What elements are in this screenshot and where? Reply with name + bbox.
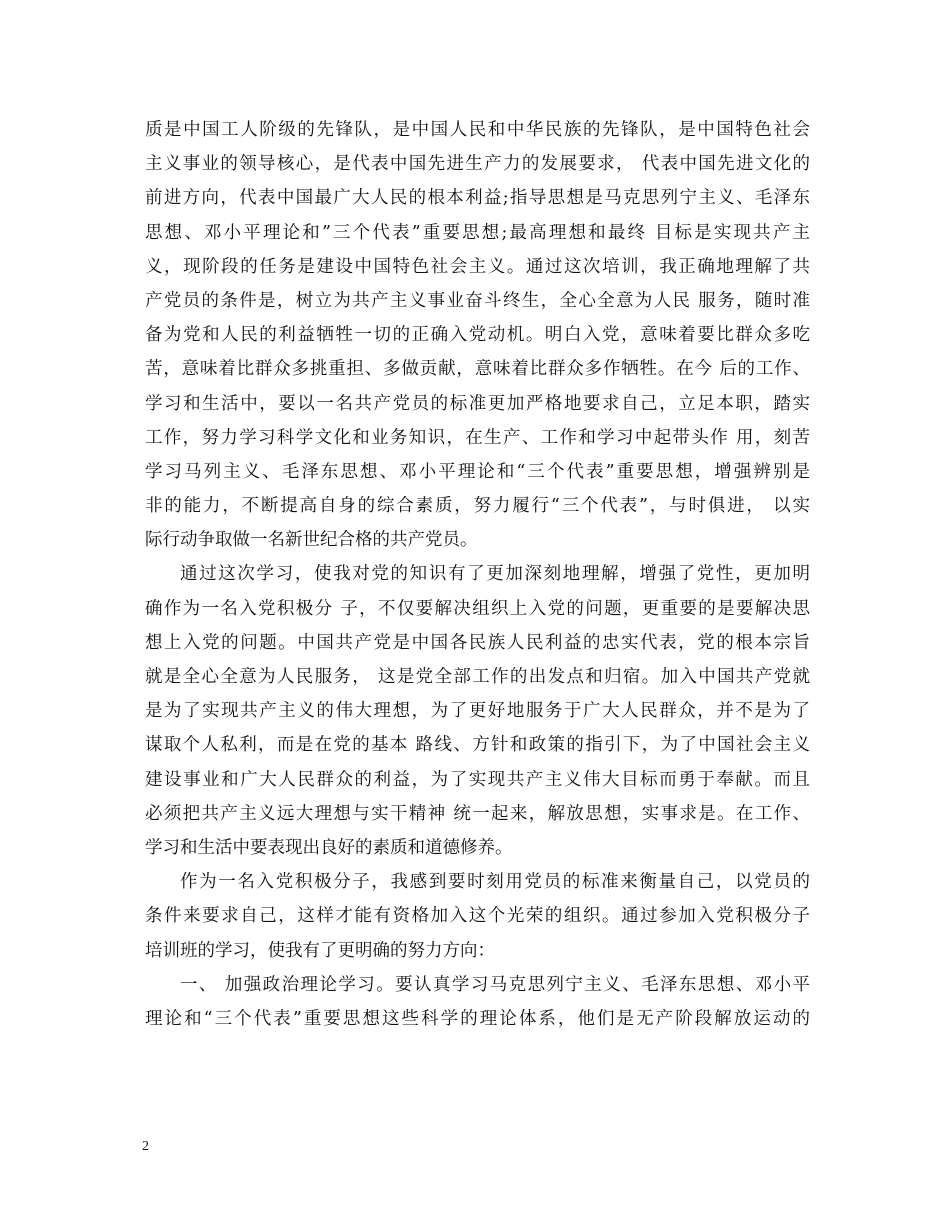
text-line: 通过这次学习，使我对党的知识有了更加深刻地理解，增强了党性，更加明 [180, 564, 810, 585]
text-line: 就是全心全意为人民服务， 这是党全部工作的出发点和归宿。加入中国共产党就 [145, 667, 810, 687]
text-line: 学习马列主义、毛泽东思想、邓小平理论和“三个代表”重要思想，增强辨别是 [145, 461, 810, 482]
text-line: 质是中国工人阶级的先锋队，是中国人民和中华民族的先锋队，是中国特色社会 [145, 120, 810, 140]
text-line: 苦，意味着比群众多挑重担、多做贡献，意味着比群众多作牺牲。在今 后的工作、 [145, 359, 810, 380]
text-line: 条件来要求自己，这样才能有资格加入这个光荣的组织。通过参加入党积极分子 [145, 906, 810, 927]
text-line: 非的能力，不断提高自身的综合素质，努力履行“三个代表”，与时俱进， 以实 [145, 496, 810, 517]
text-line: 产党员的条件是，树立为共产主义事业奋斗终生，全心全意为人民 服务，随时准 [145, 290, 810, 311]
text-line: 是为了实现共产主义的伟大理想，为了更好地服务于广大人民群众，并不是为了 [145, 701, 810, 722]
text-line: 工作，努力学习科学文化和业务知识，在生产、工作和学习中起带头作 用，刻苦 [145, 427, 810, 448]
text-line: 际行动争取做一名新世纪合格的共产党员。 [145, 530, 478, 551]
text-line: 学习和生活中要表现出良好的素质和道德修养。 [145, 837, 513, 858]
text-line: 想上入党的问题。中国共产党是中国各民族人民利益的忠实代表，党的根本宗旨 [145, 632, 810, 653]
body-text [145, 113, 810, 1036]
text-line: 建设事业和广大人民群众的利益，为了实现共产主义伟大目标而勇于奉献。而且 [145, 769, 810, 790]
text-line: 义，现阶段的任务是建设中国特色社会主义。通过这次培训，我正确地理解了共 [145, 256, 810, 277]
text-line: 谋取个人私利，而是在党的基本 路线、方针和政策的指引下，为了中国社会主义 [145, 735, 810, 756]
text-line: 前进方向，代表中国最广大人民的根本利益;指导思想是马克思列宁主义、毛泽东 [145, 188, 810, 209]
text-line: 思想、邓小平理论和”三个代表”重要思想;最高理想和最终 目标是实现共产主 [145, 222, 810, 243]
text-line: 必须把共产主义远大理想与实干精神 统一起来，解放思想，实事求是。在工作、 [145, 803, 810, 824]
text-line: 主义事业的领导核心，是代表中国先进生产力的发展要求， 代表中国先进文化的 [145, 154, 810, 175]
text-line: 作为一名入党积极分子，我感到要时刻用党员的标准来衡量自己，以党员的 [180, 872, 810, 893]
page-number: 2 [142, 1139, 149, 1154]
text-line: 一、 加强政治理论学习。要认真学习马克思列宁主义、毛泽东思想、邓小平 [180, 974, 810, 995]
text-line: 培训班的学习，使我有了更明确的努力方向： [145, 940, 495, 961]
text-line: 学习和生活中，要以一名共产党员的标准更加严格地要求自己，立足本职，踏实 [145, 393, 810, 414]
text-line: 理论和“三个代表”重要思想这些科学的理论体系，他们是无产阶段解放运动的 [145, 1008, 810, 1029]
text-line: 确作为一名入党积极分 子，不仅要解决组织上入党的问题，更重要的是要解决思 [145, 598, 810, 619]
text-line: 备为党和人民的利益牺牲一切的正确入党动机。明白入党，意味着要比群众多吃 [145, 325, 810, 346]
